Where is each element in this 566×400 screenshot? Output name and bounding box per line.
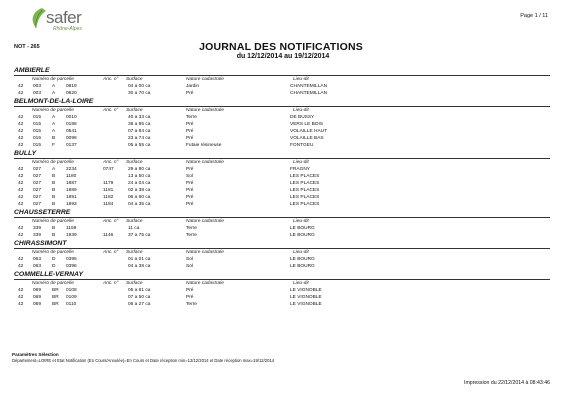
locality: FRAGNY [290,167,310,172]
section-code: B [52,233,56,238]
column-header-parcelle: Numéro de parcelle [32,77,74,82]
surface: 06 a 27 ca [128,302,151,307]
commune-code: 027 [33,181,42,186]
cadastral-nature: Pré [186,122,194,127]
cadastral-nature: Pré [186,195,194,200]
parcel-number: 0010 [66,115,77,120]
surface: 04 a 38 ca [128,264,151,269]
column-header-nature: Nature cadastrale [186,250,224,255]
section-code: B [52,195,56,200]
date-range: du 12/12/2014 au 19/12/2014 [236,53,330,60]
section-code: A [52,122,56,127]
commune-code: 027 [33,174,42,179]
surface: 37 a 75 ca [128,233,151,238]
table-row [0,256,566,263]
locality: VOLAILLE HAUT [290,129,328,134]
table-row [0,294,566,301]
column-header-lieu: Lieu-dit [293,219,309,224]
column-header-row [0,218,566,225]
commune-code: 069 [33,288,42,293]
page-number: Page 1 / 11 [520,13,548,19]
cadastral-nature: Pré [186,129,194,134]
column-header-surface: Surface [126,219,143,224]
cadastral-nature: Pré [186,288,194,293]
parcel-number: 0541 [66,129,77,134]
former-number: 1184 [103,202,114,207]
cadastral-nature: Terre [186,226,197,231]
table-row [0,180,566,187]
commune-section [0,270,566,308]
department-code: 42 [18,202,24,207]
locality: LE BOURG [290,233,315,238]
commune-section [0,149,566,208]
parcel-number: 0110 [66,302,77,307]
parcel-number: 0819 [66,84,77,89]
column-header-parcelle: Numéro de parcelle [32,219,74,224]
cadastral-nature: Sol [186,257,193,262]
locality: LES PLACES [290,188,320,193]
column-header-row [0,76,566,83]
cadastral-nature: Pré [186,188,194,193]
column-header-anc: Anc. n° [103,219,119,224]
parcel-number: 0098 [66,136,77,141]
parcel-number: 1889 [66,188,77,193]
commune-code: 027 [33,188,42,193]
department-code: 42 [18,195,24,200]
logo-subtitle: Rhône-Alpes [53,26,82,32]
department-code: 42 [18,188,24,193]
column-header-nature: Nature cadastrale [186,281,224,286]
column-header-lieu: Lieu-dit [293,160,309,165]
department-code: 42 [18,136,24,141]
commune-code: 003 [33,84,42,89]
table-row [0,263,566,270]
parcel-number: 0108 [66,288,77,293]
page-title-text: JOURNAL DES NOTIFICATIONS [199,41,363,53]
locality: CHANTEMILLAN [290,84,328,89]
notifications-list [0,66,566,308]
commune-code: 015 [33,143,42,148]
commune-code: 339 [33,233,42,238]
table-row [0,128,566,135]
commune-section [0,208,566,239]
commune-section [0,97,566,149]
cadastral-nature: Pré [186,167,194,172]
cadastral-nature: Terre [186,302,197,307]
logo-text: safer [46,8,82,27]
column-header-nature: Nature cadastrale [186,108,224,113]
parcel-number: 0188 [66,122,77,127]
column-header-anc: Anc. n° [103,160,119,165]
table-row [0,121,566,128]
cadastral-nature: Terre [186,115,197,120]
section-code: BR [52,295,59,300]
locality: CHANTEMILLAN [290,91,328,96]
section-code: B [52,136,56,141]
department-code: 42 [18,302,24,307]
section-code: D [52,264,56,269]
table-row [0,187,566,194]
column-header-parcelle: Numéro de parcelle [32,108,74,113]
column-header-nature: Nature cadastrale [186,219,224,224]
table-row [0,114,566,121]
commune-code: 063 [33,264,42,269]
cadastral-nature: Sol [186,174,193,179]
parcel-number: 1180 [66,174,77,179]
safer-logo [26,6,90,32]
parcel-number: 0137 [66,143,77,148]
section-code: B [52,226,56,231]
section-code: B [52,181,56,186]
department-code: 42 [18,288,24,293]
commune-code: 027 [33,195,42,200]
table-row [0,142,566,149]
column-header-anc: Anc. n° [103,108,119,113]
locality: LES PLACES [290,195,320,200]
section-code: F [52,143,55,148]
locality: DE BUSSY [290,115,315,120]
table-row [0,166,566,173]
column-header-surface: Surface [126,281,143,286]
commune-section [0,66,566,97]
section-code: A [52,84,56,89]
column-header-surface: Surface [126,77,143,82]
commune-name: AMBIERLE [14,66,550,76]
department-code: 42 [18,91,24,96]
former-number: 1182 [103,195,114,200]
commune-name: BELMONT-DE-LA-LOIRE [14,97,550,107]
parcel-number: 0820 [66,91,77,96]
locality: VERS LE BOIS [290,122,324,127]
surface: 24 a 04 ca [128,181,151,186]
parcel-number: 1891 [66,195,77,200]
column-header-lieu: Lieu-dit [293,77,309,82]
table-row [0,173,566,180]
cadastral-nature: Terre [186,233,197,238]
parcel-number: 0396 [66,264,77,269]
locality: VOLAILLE BAS [290,136,324,141]
commune-name: CHAUSSETERRE [14,208,550,218]
former-number: 1179 [103,181,114,186]
locality: LE BOURG [290,264,315,269]
table-row [0,135,566,142]
former-number: 1181 [103,188,114,193]
column-header-row [0,107,566,114]
commune-section [0,239,566,270]
surface: 13 a 50 ca [128,174,151,179]
department-code: 42 [18,129,24,134]
column-header-nature: Nature cadastrale [186,160,224,165]
department-code: 42 [18,295,24,300]
cadastral-nature: Pré [186,202,194,207]
department-code: 42 [18,264,24,269]
surface: 11 ca [128,226,140,231]
column-header-row [0,280,566,287]
locality: FONTGEU [290,143,314,148]
department-code: 42 [18,181,24,186]
department-code: 42 [18,226,24,231]
commune-code: 015 [33,122,42,127]
column-header-lieu: Lieu-dit [293,108,309,113]
surface: 02 a 38 ca [128,188,151,193]
surface: 05 a 55 ca [128,143,151,148]
parcel-number: 1887 [66,181,77,186]
column-header-nature: Nature cadastrale [186,77,224,82]
surface: 38 a 85 ca [128,122,151,127]
cadastral-nature: Jardin [186,84,200,89]
column-header-lieu: Lieu-dit [293,281,309,286]
section-code: A [52,129,56,134]
column-header-anc: Anc. n° [103,281,119,286]
cadastral-nature: Futaie résineuse [186,143,222,148]
surface: 07 a 50 ca [128,295,151,300]
department-code: 42 [18,143,24,148]
surface: 30 a 70 ca [128,91,151,96]
section-code: B [52,202,56,207]
parcel-number: 1939 [66,233,77,238]
commune-name: BULLY [14,149,550,159]
document-reference: NOT - 265 [14,44,40,50]
table-row [0,225,566,232]
cadastral-nature: Pré [186,136,194,141]
table-row [0,194,566,201]
surface: 06 a 60 ca [128,195,151,200]
column-header-row [0,249,566,256]
locality: LE VIGNOBLE [290,295,322,300]
section-code: A [52,91,56,96]
section-code: B [52,174,56,179]
surface: 05 a 61 ca [128,288,151,293]
department-code: 42 [18,233,24,238]
commune-name: CHIRASSIMONT [14,239,550,249]
column-header-parcelle: Numéro de parcelle [32,160,74,165]
commune-code: 027 [33,167,42,172]
cadastral-nature: Pré [186,91,194,96]
parameters-text: Département=LOIRE et Etat Notification (En Cours/Annulée)=En Cours et Date réception min=12/12/2014 et Date réception max=19/12/2014 [12,358,275,363]
column-header-parcelle: Numéro de parcelle [32,281,74,286]
commune-code: 027 [33,202,42,207]
section-code: BR [52,302,59,307]
section-code: D [52,257,56,262]
surface: 23 a 74 ca [128,136,151,141]
surface: 40 a 33 ca [128,115,151,120]
surface: 04 a 00 ca [128,84,151,89]
locality: LE BOURG [290,226,315,231]
surface: 29 a 80 ca [128,167,151,172]
cadastral-nature: Pré [186,181,194,186]
page-title [0,41,566,53]
commune-code: 015 [33,129,42,134]
department-code: 42 [18,84,24,89]
column-header-lieu: Lieu-dit [293,250,309,255]
locality: LE BOURG [290,257,315,262]
column-header-surface: Surface [126,250,143,255]
locality: LE VIGNOBLE [290,288,322,293]
parcel-number: 2234 [66,167,77,172]
locality: LES PLACES [290,181,320,186]
commune-code: 069 [33,295,42,300]
column-header-anc: Anc. n° [103,77,119,82]
cadastral-nature: Sol [186,264,193,269]
former-number: 0747 [103,167,114,172]
section-code: B [52,188,56,193]
print-timestamp: Impression du 22/12/2014 à 08:43:46 [464,380,550,386]
commune-code: 003 [33,91,42,96]
commune-code: 339 [33,226,42,231]
column-header-row [0,159,566,166]
former-number: 1146 [103,233,114,238]
parcel-number: 1159 [66,226,77,231]
parameters-title: Paramètres Sélection [12,352,59,357]
department-code: 42 [18,167,24,172]
table-row [0,201,566,208]
column-header-surface: Surface [126,160,143,165]
department-code: 42 [18,122,24,127]
cadastral-nature: Pré [186,295,194,300]
table-row [0,90,566,97]
locality: LES PLACES [290,202,320,207]
parcel-number: 1893 [66,202,77,207]
commune-code: 063 [33,257,42,262]
parcel-number: 0395 [66,257,77,262]
table-row [0,301,566,308]
column-header-surface: Surface [126,108,143,113]
column-header-parcelle: Numéro de parcelle [32,250,74,255]
department-code: 42 [18,174,24,179]
surface: 01 a 01 ca [128,257,151,262]
table-row [0,83,566,90]
surface: 07 a 84 ca [128,129,151,134]
section-code: BR [52,288,59,293]
locality: LES PLACES [290,174,320,179]
locality: LE VIGNOBLE [290,302,322,307]
section-code: A [52,115,56,120]
parcel-number: 0109 [66,295,77,300]
commune-code: 015 [33,136,42,141]
department-code: 42 [18,257,24,262]
department-code: 42 [18,115,24,120]
section-code: A [52,167,56,172]
surface: 04 a 35 ca [128,202,151,207]
commune-name: COMMELLE-VERNAY [14,270,550,280]
table-row [0,287,566,294]
commune-code: 015 [33,115,42,120]
column-header-anc: Anc. n° [103,250,119,255]
table-row [0,232,566,239]
commune-code: 069 [33,302,42,307]
